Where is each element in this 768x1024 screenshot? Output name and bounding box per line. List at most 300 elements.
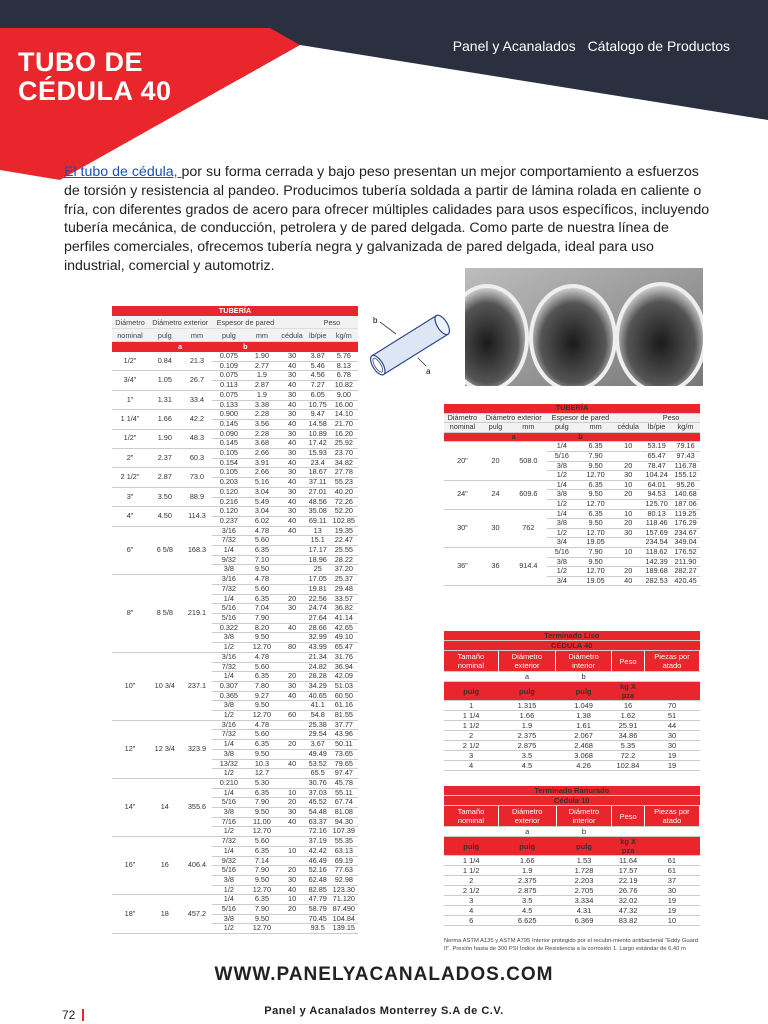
cell-value [278,720,305,730]
cell-nom: 3" [112,487,148,506]
cell-value: 6.35 [577,442,614,452]
cell-value [278,827,305,837]
cell-value: 14.10 [330,410,358,420]
cell-value: 3/16 [212,575,245,585]
cell-value: 41.1 [306,701,330,711]
cell-value: 48.56 [306,497,330,507]
pipe-table-main [112,306,358,934]
table-row [444,856,700,866]
cell-value: 9.50 [245,749,278,759]
cell-value: 1/4 [212,846,245,856]
cell-value: 1 1/4 [444,711,498,721]
cell-value: 25.91 [611,721,644,731]
cell-pulg: 12 3/4 [148,720,182,778]
cell-value: 1/2 [212,643,245,653]
cell-value: 4.78 [245,575,278,585]
cell-value: 102.84 [611,761,644,771]
cell-value: 6.35 [245,846,278,856]
cell-value: 20 [278,866,305,876]
cell-value: 2.28 [245,410,278,420]
cell-value [278,652,305,662]
cell-nom: 1" [112,390,148,409]
intro-text: por su forma cerrada y bajo peso presentan un mejor comportamiento a esfuerzos de torsión y resistencia al pandeo. Producimos tubería soldada a partir de lámina rolada en caliente o fría, con diferentes grados de acero para ofrecer múltiples calidades para usos específicos, incluyendo tubería mecánica, de conducción, petrolera y de pared delgada. Como parte de nuestra línea de perfiles comerciales, ofrecemos tubería negra y galvanizada de pared delgada, ideal para uso industrial, comercial y automotriz. [64,164,710,274]
cell-value: 30 [278,507,305,517]
cell-value: 17.17 [306,546,330,556]
cell-pulg: 1.90 [148,429,182,448]
cell-mm: 48.3 [182,429,213,448]
cell-value: 3.04 [245,487,278,497]
table-row [444,866,700,876]
cell-value: 20 [278,672,305,682]
cell-value: 9.50 [245,875,278,885]
cell-value: 3/8 [547,490,577,500]
liso-unit-3: pulg [556,682,612,701]
cell-value: 40 [278,885,305,895]
cell-value: 3.5 [498,896,556,906]
cell-value: 125.70 [642,499,671,509]
cell-value: 37.20 [330,565,358,575]
cell-value: 6.05 [306,390,330,400]
liso-th-diam-int: Diámetro interior [556,651,612,672]
cell-value: 11.00 [245,817,278,827]
cell-value: 2.705 [556,886,612,896]
table-row [444,721,700,731]
cell-pulg: 36 [481,547,510,585]
intro-paragraph [64,163,714,276]
th-mm-2: mm [245,329,278,342]
cell-value [278,924,305,934]
cell-value: 104.84 [330,914,358,924]
cell-value: 0.145 [212,439,245,449]
th-kgm: kg/m [330,329,358,342]
cell-value: 10.75 [306,400,330,410]
cell-value: 25.38 [306,720,330,730]
cell-value: 70.45 [306,914,330,924]
cell-value: 10 [614,509,642,519]
cell-pulg: 1.05 [148,371,182,390]
cell-value: 16 [611,701,644,711]
cell-value: 2.87 [245,381,278,391]
cell-value: 4.56 [306,371,330,381]
cell-value: 37.03 [306,788,330,798]
cell-value: 1.38 [556,711,612,721]
cell-value: 3/4 [547,538,577,548]
cell-value: 12.70 [577,499,614,509]
diagram-label-b: b [373,316,378,325]
cell-value: 0.203 [212,478,245,488]
cell-value: 6.35 [245,672,278,682]
cell-value: 51.03 [330,681,358,691]
cell-value: 1/4 [212,740,245,750]
cell-value: 47.32 [612,906,644,916]
th-a: a [148,342,212,353]
cell-value: 5.60 [245,662,278,672]
cell-value: 30 [644,886,699,896]
cell-value: 2.468 [556,741,612,751]
cell-value: 7.90 [245,798,278,808]
cell-value: 30 [278,410,305,420]
cell-value: 31.76 [330,652,358,662]
cell-value: 82.85 [306,885,330,895]
cell-value: 12.70 [245,827,278,837]
cell-value [278,575,305,585]
cell-value: 3/8 [547,557,577,567]
cell-mm: 33.4 [182,390,213,409]
cell-value: 32.02 [612,896,644,906]
cell-value: 3.04 [245,507,278,517]
cell-nom: 10" [112,652,148,720]
cell-value: 30 [278,371,305,381]
norma-note: Norma ASTM A135 y ASTM A795 Interior protegido por el recubri-miento antibacterial "Eddy Guard II". Presión hasta de 300 PSI Índice de Resistencia a la corrosión 1. Largo estándar de 6.40 m [444,938,699,952]
cell-value: 5/16 [212,866,245,876]
table-terminado-liso [444,631,700,771]
cell-value: 6.35 [245,788,278,798]
cell-value: 81.55 [330,711,358,721]
cell-pulg: 14 [148,778,182,836]
cell-value: 6.78 [330,371,358,381]
cell-value: 47.79 [306,895,330,905]
cell-value: 28.28 [306,672,330,682]
cell-value: 78.47 [642,461,671,471]
cell-value: 2.875 [498,886,556,896]
cell-pulg: 18 [148,895,182,934]
cell-value: 12.70 [577,567,614,577]
cell-value: 83.82 [612,916,644,926]
cell-value: 0.154 [212,458,245,468]
cell-value: 24.82 [306,662,330,672]
cell-value: 30.76 [306,778,330,788]
cell-value: 142.39 [642,557,671,567]
cell-value: 282.27 [671,567,700,577]
cell-value: 4 [444,906,498,916]
cell-value: 30 [278,429,305,439]
cell-nom: 1/2" [112,429,148,448]
table-row [112,352,358,361]
table-row [444,886,700,896]
cell-value: 32.99 [306,633,330,643]
table-row [112,652,358,662]
cell-value: 0.210 [212,778,245,788]
th-mm-2: mm [577,423,614,433]
cell-value: 37 [644,876,699,886]
cell-value: 12.7 [245,769,278,779]
cell-value: 40 [278,419,305,429]
table-row [444,896,700,906]
cell-value: 22.56 [306,594,330,604]
cell-pulg: 4.50 [148,507,182,526]
cell-value: 7/32 [212,584,245,594]
ranurado-th-piezas: Piezas por atado [644,806,699,827]
th-b: b [547,432,615,442]
table-row [444,761,700,771]
cell-value: 63.13 [330,846,358,856]
table-row [444,876,700,886]
cell-value: 12.70 [245,924,278,934]
cell-value: 0.237 [212,516,245,526]
cell-value: 17.05 [306,575,330,585]
cell-value: 40 [278,497,305,507]
cell-value: 9.50 [245,914,278,924]
cell-value: 2.375 [498,876,556,886]
cell-value: 9.50 [245,565,278,575]
cell-value: 54.48 [306,808,330,818]
cell-value: 37.11 [306,478,330,488]
table-row [444,906,700,916]
cell-value: 0.322 [212,623,245,633]
cell-value: 234.54 [642,538,671,548]
cell-value: 5.46 [306,361,330,371]
cell-value: 0.109 [212,361,245,371]
cell-value [278,613,305,623]
cell-value: 118.46 [642,519,671,529]
cell-value: 22.19 [612,876,644,886]
cell-value: 1.62 [611,711,644,721]
cell-value: 13 [306,526,330,536]
cell-value: 22.47 [330,536,358,546]
cell-value: 0.105 [212,468,245,478]
cell-value: 3/8 [212,808,245,818]
cell-value: 7/32 [212,536,245,546]
cell-value: 40 [278,817,305,827]
cell-value: 30 [614,528,642,538]
cell-value: 93.5 [306,924,330,934]
cell-value: 139.15 [330,924,358,934]
cell-value: 36.94 [330,662,358,672]
cell-value: 10 [644,916,699,926]
cell-value: 77.63 [330,866,358,876]
cell-value: 12.70 [245,885,278,895]
cell-value: 20 [614,567,642,577]
table-row [444,916,700,926]
cell-value: 1/4 [212,546,245,556]
cell-value: 1/2 [212,711,245,721]
cell-value: 3.87 [306,352,330,361]
liso-unit-4: kg X pza [611,682,644,701]
cell-value: 20 [278,798,305,808]
cell-value [278,546,305,556]
cell-value: 97.47 [330,769,358,779]
cell-value: 52.20 [330,507,358,517]
cell-value: 2 1/2 [444,741,498,751]
liso-subtitle: CÉDULA 40 [444,641,700,651]
cell-value: 52.16 [306,866,330,876]
cell-value: 20 [614,461,642,471]
cell-value: 10.89 [306,429,330,439]
cell-value: 36.82 [330,604,358,614]
cell-pulg: 30 [481,509,510,547]
ranurado-unit-3: pulg [556,837,612,856]
cell-value: 1/4 [212,594,245,604]
cell-value: 3.91 [245,458,278,468]
pipe-table-large [444,404,700,586]
cell-value: 70 [645,701,700,711]
cell-value: 5/16 [547,451,577,461]
cell-value: 43.96 [330,730,358,740]
cell-nom: 4" [112,507,148,526]
cell-value: 17.42 [306,439,330,449]
cell-pulg: 0.84 [148,352,182,371]
cell-value: 0.145 [212,419,245,429]
cell-value: 9.50 [577,490,614,500]
cell-value: 4.26 [556,761,612,771]
pipes-photo [465,268,703,386]
cell-value: 30 [278,352,305,361]
title-line-2: CÉDULA 40 [18,76,172,106]
cell-value: 28.22 [330,555,358,565]
cell-value: 14.58 [306,419,330,429]
cell-value: 21.34 [306,652,330,662]
cell-value: 211.90 [671,557,700,567]
cell-value: 23.4 [306,458,330,468]
cell-value: 20 [278,594,305,604]
cell-value: 1/4 [212,788,245,798]
cell-value: 34.86 [611,731,644,741]
cell-value: 80.13 [642,509,671,519]
cell-value: 81.08 [330,808,358,818]
cell-value: 1.049 [556,701,612,711]
cell-value: 1/4 [212,895,245,905]
cell-value: 119.25 [671,509,700,519]
cell-value: 1 1/4 [444,856,498,866]
cell-value: 3.334 [556,896,612,906]
cell-value: 20 [278,905,305,915]
cell-value [614,538,642,548]
cell-value: 30 [645,741,700,751]
cell-value: 5/16 [212,604,245,614]
cell-value: 118.62 [642,547,671,557]
cell-value: 2 [444,876,498,886]
cell-value: 6.625 [498,916,556,926]
cell-value: 30 [278,681,305,691]
cell-value: 6.35 [245,546,278,556]
table-row [444,741,700,751]
cell-value: 2.203 [556,876,612,886]
th-peso: Peso [306,316,358,329]
table-row [112,487,358,497]
cell-value: 40 [278,516,305,526]
cell-value: 1/2 [547,471,577,481]
cell-value: 30 [278,468,305,478]
cell-pulg: 2.87 [148,468,182,487]
th-cedula: cédula [614,423,642,433]
table-large-title: TUBERÍA [444,404,700,413]
cell-value: 5.30 [245,778,278,788]
cell-value: 10 [278,895,305,905]
cell-value: 4.78 [245,720,278,730]
liso-th-diam-ext: Diámetro exterior [498,651,555,672]
intro-link[interactable]: El tubo de cédula, [64,164,182,180]
cell-value: 53.19 [642,442,671,452]
cell-value: 6.35 [245,594,278,604]
cell-value: 10 [614,480,642,490]
cell-value: 5.60 [245,584,278,594]
cell-value: 7.10 [245,555,278,565]
cell-value: 40 [278,691,305,701]
liso-unit-1: pulg [444,682,498,701]
table-row [112,449,358,459]
cell-value: 102.85 [330,516,358,526]
th-a: a [481,432,547,442]
cell-value: 18.67 [306,468,330,478]
cell-nom: 3/4" [112,371,148,390]
cell-value: 12.70 [245,643,278,653]
liso-title: Terminado Liso [444,631,700,641]
cell-mm: 609.6 [510,480,547,509]
th-mm: mm [182,329,213,342]
cell-value: 9/32 [212,856,245,866]
title-line-1: TUBO DE [18,47,143,77]
cell-value: 9.00 [330,390,358,400]
cell-value: 2.375 [498,731,555,741]
cell-value: 9.50 [577,519,614,529]
cell-value: 29.54 [306,730,330,740]
cell-value: 7/16 [212,817,245,827]
table-row [444,547,700,557]
cell-value: 40 [278,439,305,449]
liso-th-peso: Peso [611,651,644,672]
cell-value: 3/8 [547,461,577,471]
cell-value: 11.64 [612,856,644,866]
cell-value: 41.14 [330,613,358,623]
th-cedula: cédula [278,329,305,342]
cell-value: 10 [278,846,305,856]
cell-pulg: 20 [481,442,510,480]
cell-value: 61 [644,856,699,866]
cell-value: 2 [444,731,498,741]
cell-value: 1.61 [556,721,612,731]
cell-pulg: 16 [148,837,182,895]
cell-value: 95.26 [671,480,700,490]
cell-value: 7.04 [245,604,278,614]
cell-value: 1/2 [547,499,577,509]
cell-value: 0.216 [212,497,245,507]
cell-value: 2.77 [245,361,278,371]
cell-value: 4.78 [245,652,278,662]
cell-value [278,565,305,575]
th-lbpie: lb/pie [642,423,671,433]
cell-value: 58.79 [306,905,330,915]
cell-nom: 8" [112,575,148,653]
cell-value: 7.14 [245,856,278,866]
cell-nom: 16" [112,837,148,895]
cell-value: 1/2 [212,885,245,895]
cell-value: 19.35 [330,526,358,536]
cell-value: 5/16 [212,613,245,623]
cell-value: 0.365 [212,691,245,701]
cell-value: 64.01 [642,480,671,490]
cell-value: 107.39 [330,827,358,837]
cell-value: 25.37 [330,575,358,585]
cell-value: 19 [645,751,700,761]
cell-value: 10.82 [330,381,358,391]
cell-mm: 60.3 [182,449,213,468]
cell-value: 49.10 [330,633,358,643]
cell-value: 3.68 [245,439,278,449]
cell-value: 1.9 [245,371,278,381]
cell-value: 5/16 [212,798,245,808]
website-url[interactable]: WWW.PANELYACANALADOS.COM [214,964,554,985]
cell-mm: 73.0 [182,468,213,487]
cell-value: 49.49 [306,749,330,759]
cell-value: 0.105 [212,449,245,459]
ranurado-title: Terminado Ranurado [444,786,700,796]
cell-value: 20 [278,740,305,750]
table-row [112,410,358,420]
cell-value: 16.00 [330,400,358,410]
th-pulg: pulg [481,423,510,433]
cell-mm: 237.1 [182,652,213,720]
cell-value: 40.20 [330,487,358,497]
